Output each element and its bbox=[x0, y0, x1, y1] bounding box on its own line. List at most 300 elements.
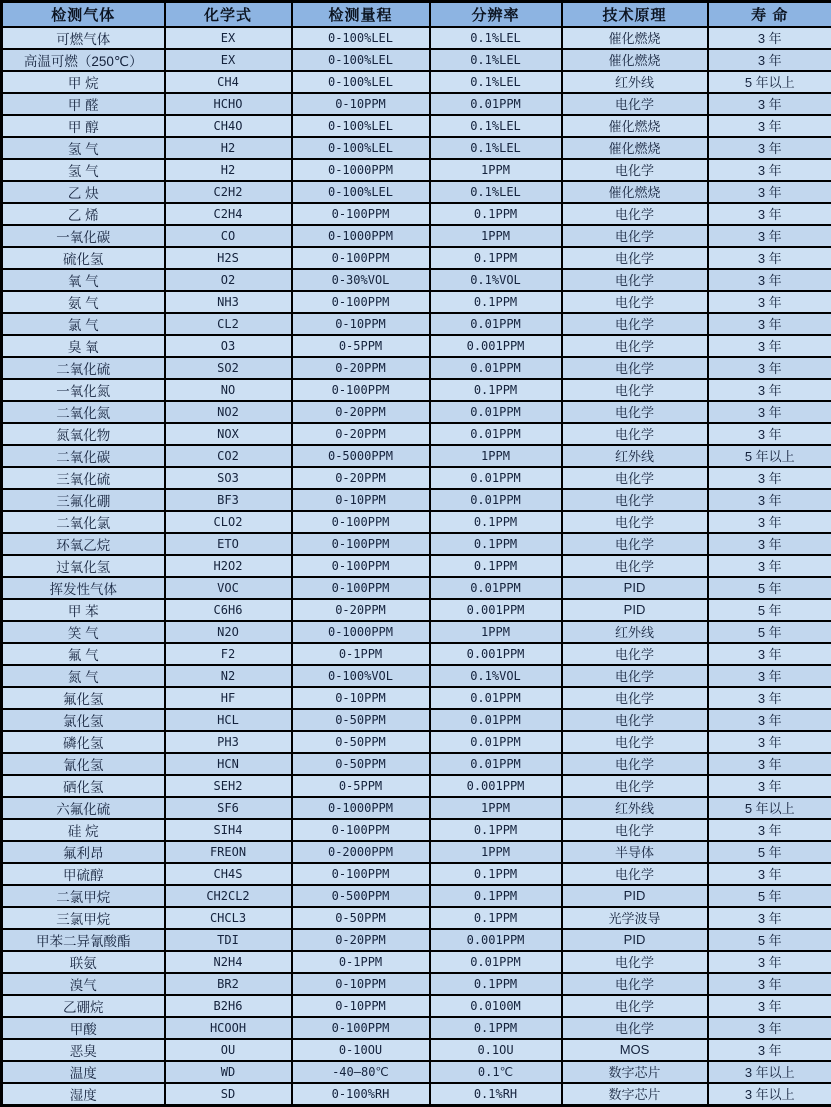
cell-resolution: 0.1%LEL bbox=[430, 115, 562, 137]
cell-formula: C6H6 bbox=[165, 599, 292, 621]
cell-formula: O3 bbox=[165, 335, 292, 357]
cell-principle: PID bbox=[562, 577, 708, 599]
cell-gas: 可燃气体 bbox=[2, 27, 165, 49]
cell-resolution: 0.001PPM bbox=[430, 775, 562, 797]
cell-life: 3 年 bbox=[708, 951, 831, 973]
table-row bbox=[2, 929, 831, 951]
cell-formula: CH4O bbox=[165, 115, 292, 137]
cell-formula: CO bbox=[165, 225, 292, 247]
cell-resolution: 0.01PPM bbox=[430, 753, 562, 775]
cell-range: 0-30%VOL bbox=[292, 269, 430, 291]
cell-resolution: 0.1%LEL bbox=[430, 27, 562, 49]
cell-principle: 电化学 bbox=[562, 863, 708, 885]
cell-formula: H2 bbox=[165, 137, 292, 159]
cell-principle: 电化学 bbox=[562, 753, 708, 775]
cell-gas: 一氧化氮 bbox=[2, 379, 165, 401]
cell-gas: 联氨 bbox=[2, 951, 165, 973]
cell-gas: 氯 气 bbox=[2, 313, 165, 335]
cell-principle: 电化学 bbox=[562, 643, 708, 665]
cell-principle: 催化燃烧 bbox=[562, 137, 708, 159]
cell-formula: H2 bbox=[165, 159, 292, 181]
cell-formula: CO2 bbox=[165, 445, 292, 467]
cell-formula: N2H4 bbox=[165, 951, 292, 973]
cell-gas: 硒化氢 bbox=[2, 775, 165, 797]
cell-life: 3 年 bbox=[708, 819, 831, 841]
cell-resolution: 1PPM bbox=[430, 841, 562, 863]
cell-range: 0-100%LEL bbox=[292, 137, 430, 159]
cell-range: 0-100PPM bbox=[292, 1017, 430, 1039]
cell-resolution: 1PPM bbox=[430, 159, 562, 181]
cell-principle: 电化学 bbox=[562, 489, 708, 511]
cell-formula: SO2 bbox=[165, 357, 292, 379]
cell-formula: HCOOH bbox=[165, 1017, 292, 1039]
table-row bbox=[2, 577, 831, 599]
cell-formula: SF6 bbox=[165, 797, 292, 819]
cell-resolution: 0.1PPM bbox=[430, 1017, 562, 1039]
cell-life: 3 年 bbox=[708, 313, 831, 335]
cell-resolution: 0.1PPM bbox=[430, 819, 562, 841]
cell-range: 0-10OU bbox=[292, 1039, 430, 1061]
cell-formula: H2O2 bbox=[165, 555, 292, 577]
cell-life: 3 年 bbox=[708, 489, 831, 511]
cell-range: 0-20PPM bbox=[292, 423, 430, 445]
table-row bbox=[2, 621, 831, 643]
cell-range: 0-1000PPM bbox=[292, 225, 430, 247]
cell-formula: CH4 bbox=[165, 71, 292, 93]
cell-range: 0-5000PPM bbox=[292, 445, 430, 467]
table-row bbox=[2, 753, 831, 775]
cell-formula: CH2CL2 bbox=[165, 885, 292, 907]
table-row bbox=[2, 467, 831, 489]
cell-formula: WD bbox=[165, 1061, 292, 1083]
cell-principle: 电化学 bbox=[562, 401, 708, 423]
cell-principle: 电化学 bbox=[562, 313, 708, 335]
cell-gas: 臭 氧 bbox=[2, 335, 165, 357]
cell-resolution: 0.1℃ bbox=[430, 1061, 562, 1083]
cell-resolution: 0.1%LEL bbox=[430, 181, 562, 203]
cell-formula: FREON bbox=[165, 841, 292, 863]
cell-life: 3 年以上 bbox=[708, 1061, 831, 1083]
table-row bbox=[2, 49, 831, 71]
cell-range: 0-100PPM bbox=[292, 863, 430, 885]
cell-life: 3 年 bbox=[708, 269, 831, 291]
cell-gas: 氢 气 bbox=[2, 159, 165, 181]
column-header-range: 检测量程 bbox=[292, 2, 430, 27]
cell-principle: 半导体 bbox=[562, 841, 708, 863]
cell-principle: 电化学 bbox=[562, 533, 708, 555]
cell-principle: 数字芯片 bbox=[562, 1083, 708, 1106]
cell-gas: 乙 烯 bbox=[2, 203, 165, 225]
cell-range: 0-20PPM bbox=[292, 929, 430, 951]
cell-gas: 二氧化氮 bbox=[2, 401, 165, 423]
cell-principle: MOS bbox=[562, 1039, 708, 1061]
cell-range: 0-100PPM bbox=[292, 577, 430, 599]
cell-principle: 电化学 bbox=[562, 995, 708, 1017]
cell-life: 3 年 bbox=[708, 291, 831, 313]
cell-principle: 红外线 bbox=[562, 621, 708, 643]
cell-resolution: 0.001PPM bbox=[430, 599, 562, 621]
cell-principle: 电化学 bbox=[562, 93, 708, 115]
cell-gas: 氮 气 bbox=[2, 665, 165, 687]
cell-formula: B2H6 bbox=[165, 995, 292, 1017]
cell-formula: N2 bbox=[165, 665, 292, 687]
cell-range: 0-20PPM bbox=[292, 401, 430, 423]
cell-resolution: 0.1PPM bbox=[430, 379, 562, 401]
cell-life: 3 年 bbox=[708, 687, 831, 709]
cell-range: 0-5PPM bbox=[292, 775, 430, 797]
cell-formula: C2H2 bbox=[165, 181, 292, 203]
cell-formula: NOX bbox=[165, 423, 292, 445]
cell-life: 3 年 bbox=[708, 775, 831, 797]
cell-formula: HCN bbox=[165, 753, 292, 775]
table-row bbox=[2, 533, 831, 555]
cell-gas: 甲 烷 bbox=[2, 71, 165, 93]
cell-resolution: 0.1%VOL bbox=[430, 665, 562, 687]
cell-life: 3 年 bbox=[708, 401, 831, 423]
cell-formula: SEH2 bbox=[165, 775, 292, 797]
cell-resolution: 0.1PPM bbox=[430, 885, 562, 907]
cell-life: 3 年 bbox=[708, 995, 831, 1017]
cell-range: 0-1000PPM bbox=[292, 159, 430, 181]
cell-principle: 电化学 bbox=[562, 687, 708, 709]
cell-resolution: 0.1%VOL bbox=[430, 269, 562, 291]
cell-formula: OU bbox=[165, 1039, 292, 1061]
cell-principle: 电化学 bbox=[562, 819, 708, 841]
cell-principle: 电化学 bbox=[562, 379, 708, 401]
cell-life: 3 年 bbox=[708, 181, 831, 203]
cell-principle: PID bbox=[562, 599, 708, 621]
table-row bbox=[2, 599, 831, 621]
cell-life: 3 年 bbox=[708, 1017, 831, 1039]
cell-resolution: 0.0100M bbox=[430, 995, 562, 1017]
cell-gas: 氟 气 bbox=[2, 643, 165, 665]
cell-gas: 氢 气 bbox=[2, 137, 165, 159]
column-header-gas: 检测气体 bbox=[2, 2, 165, 27]
cell-range: 0-100%LEL bbox=[292, 49, 430, 71]
table-row bbox=[2, 973, 831, 995]
cell-gas: 二氧化氯 bbox=[2, 511, 165, 533]
cell-life: 5 年 bbox=[708, 885, 831, 907]
cell-formula: H2S bbox=[165, 247, 292, 269]
cell-gas: 甲苯二异氰酸酯 bbox=[2, 929, 165, 951]
cell-life: 3 年 bbox=[708, 731, 831, 753]
cell-principle: 电化学 bbox=[562, 423, 708, 445]
cell-range: 0-100PPM bbox=[292, 819, 430, 841]
table-row bbox=[2, 1017, 831, 1039]
table-row bbox=[2, 489, 831, 511]
cell-formula: BR2 bbox=[165, 973, 292, 995]
cell-life: 3 年 bbox=[708, 467, 831, 489]
cell-life: 3 年 bbox=[708, 137, 831, 159]
table-row bbox=[2, 445, 831, 467]
cell-gas: 氰化氢 bbox=[2, 753, 165, 775]
cell-principle: 电化学 bbox=[562, 159, 708, 181]
table-row bbox=[2, 203, 831, 225]
cell-gas: 甲 醇 bbox=[2, 115, 165, 137]
cell-resolution: 0.01PPM bbox=[430, 313, 562, 335]
cell-gas: 六氟化硫 bbox=[2, 797, 165, 819]
cell-life: 3 年 bbox=[708, 93, 831, 115]
cell-range: 0-50PPM bbox=[292, 709, 430, 731]
cell-life: 5 年以上 bbox=[708, 445, 831, 467]
cell-resolution: 0.001PPM bbox=[430, 643, 562, 665]
table-row bbox=[2, 269, 831, 291]
cell-range: 0-100PPM bbox=[292, 291, 430, 313]
cell-principle: 电化学 bbox=[562, 467, 708, 489]
table-row bbox=[2, 885, 831, 907]
cell-gas: 溴气 bbox=[2, 973, 165, 995]
cell-gas: 硫化氢 bbox=[2, 247, 165, 269]
cell-gas: 氨 气 bbox=[2, 291, 165, 313]
cell-resolution: 0.01PPM bbox=[430, 93, 562, 115]
cell-range: 0-10PPM bbox=[292, 973, 430, 995]
cell-principle: 数字芯片 bbox=[562, 1061, 708, 1083]
cell-life: 3 年 bbox=[708, 49, 831, 71]
table-row bbox=[2, 511, 831, 533]
cell-formula: TDI bbox=[165, 929, 292, 951]
table-row bbox=[2, 819, 831, 841]
table-row bbox=[2, 225, 831, 247]
cell-range: 0-100%LEL bbox=[292, 115, 430, 137]
cell-resolution: 0.01PPM bbox=[430, 731, 562, 753]
table-row bbox=[2, 709, 831, 731]
cell-resolution: 0.01PPM bbox=[430, 401, 562, 423]
table-row bbox=[2, 797, 831, 819]
cell-range: 0-100%VOL bbox=[292, 665, 430, 687]
cell-range: 0-500PPM bbox=[292, 885, 430, 907]
cell-life: 3 年 bbox=[708, 643, 831, 665]
table-row bbox=[2, 401, 831, 423]
cell-principle: 催化燃烧 bbox=[562, 27, 708, 49]
column-header-formula: 化学式 bbox=[165, 2, 292, 27]
cell-gas: 氟化氢 bbox=[2, 687, 165, 709]
cell-resolution: 0.01PPM bbox=[430, 467, 562, 489]
cell-gas: 氯化氢 bbox=[2, 709, 165, 731]
header-row bbox=[2, 2, 831, 27]
cell-range: 0-10PPM bbox=[292, 995, 430, 1017]
cell-gas: 过氧化氢 bbox=[2, 555, 165, 577]
cell-gas: 硅 烷 bbox=[2, 819, 165, 841]
cell-range: 0-100PPM bbox=[292, 511, 430, 533]
cell-life: 3 年 bbox=[708, 203, 831, 225]
cell-resolution: 0.1OU bbox=[430, 1039, 562, 1061]
cell-gas: 三氧化硫 bbox=[2, 467, 165, 489]
table-row bbox=[2, 643, 831, 665]
cell-formula: PH3 bbox=[165, 731, 292, 753]
cell-life: 3 年 bbox=[708, 555, 831, 577]
cell-range: 0-10PPM bbox=[292, 489, 430, 511]
cell-gas: 甲 苯 bbox=[2, 599, 165, 621]
cell-formula: SO3 bbox=[165, 467, 292, 489]
cell-range: 0-100PPM bbox=[292, 247, 430, 269]
cell-principle: 电化学 bbox=[562, 709, 708, 731]
cell-gas: 三氯甲烷 bbox=[2, 907, 165, 929]
cell-gas: 一氧化碳 bbox=[2, 225, 165, 247]
cell-principle: 电化学 bbox=[562, 775, 708, 797]
cell-resolution: 0.1PPM bbox=[430, 511, 562, 533]
cell-resolution: 0.1PPM bbox=[430, 291, 562, 313]
cell-range: 0-50PPM bbox=[292, 753, 430, 775]
cell-life: 3 年 bbox=[708, 665, 831, 687]
table-row bbox=[2, 423, 831, 445]
cell-life: 3 年 bbox=[708, 379, 831, 401]
cell-gas: 高温可燃（250℃） bbox=[2, 49, 165, 71]
table-row bbox=[2, 137, 831, 159]
cell-formula: N2O bbox=[165, 621, 292, 643]
cell-range: 0-100%LEL bbox=[292, 181, 430, 203]
cell-range: 0-50PPM bbox=[292, 907, 430, 929]
cell-formula: NO bbox=[165, 379, 292, 401]
table-body bbox=[2, 27, 831, 1106]
cell-life: 3 年 bbox=[708, 423, 831, 445]
cell-resolution: 0.1PPM bbox=[430, 533, 562, 555]
cell-principle: 电化学 bbox=[562, 203, 708, 225]
cell-life: 3 年 bbox=[708, 159, 831, 181]
cell-gas: 环氧乙烷 bbox=[2, 533, 165, 555]
cell-range: 0-10PPM bbox=[292, 93, 430, 115]
table-row bbox=[2, 379, 831, 401]
table-header bbox=[2, 2, 831, 27]
cell-gas: 甲 醛 bbox=[2, 93, 165, 115]
cell-range: 0-1000PPM bbox=[292, 797, 430, 819]
cell-principle: PID bbox=[562, 885, 708, 907]
cell-life: 3 年 bbox=[708, 27, 831, 49]
cell-formula: SIH4 bbox=[165, 819, 292, 841]
cell-range: 0-100%RH bbox=[292, 1083, 430, 1106]
cell-range: 0-100PPM bbox=[292, 533, 430, 555]
cell-principle: 电化学 bbox=[562, 973, 708, 995]
cell-resolution: 0.01PPM bbox=[430, 489, 562, 511]
cell-principle: 光学波导 bbox=[562, 907, 708, 929]
cell-range: 0-1PPM bbox=[292, 951, 430, 973]
cell-gas: 恶臭 bbox=[2, 1039, 165, 1061]
table-row bbox=[2, 335, 831, 357]
table-row bbox=[2, 995, 831, 1017]
cell-range: 0-100PPM bbox=[292, 379, 430, 401]
table-row bbox=[2, 247, 831, 269]
cell-life: 5 年以上 bbox=[708, 71, 831, 93]
cell-resolution: 1PPM bbox=[430, 621, 562, 643]
cell-principle: 催化燃烧 bbox=[562, 115, 708, 137]
cell-gas: 二氧化碳 bbox=[2, 445, 165, 467]
cell-range: -40—80℃ bbox=[292, 1061, 430, 1083]
cell-range: 0-20PPM bbox=[292, 357, 430, 379]
cell-range: 0-100PPM bbox=[292, 203, 430, 225]
cell-resolution: 1PPM bbox=[430, 225, 562, 247]
cell-gas: 氟利昂 bbox=[2, 841, 165, 863]
cell-life: 3 年 bbox=[708, 973, 831, 995]
cell-resolution: 0.001PPM bbox=[430, 335, 562, 357]
table-row bbox=[2, 555, 831, 577]
cell-formula: C2H4 bbox=[165, 203, 292, 225]
cell-formula: VOC bbox=[165, 577, 292, 599]
table-row bbox=[2, 181, 831, 203]
cell-gas: 氧 气 bbox=[2, 269, 165, 291]
table-row bbox=[2, 159, 831, 181]
cell-resolution: 0.01PPM bbox=[430, 709, 562, 731]
cell-gas: 二氧化硫 bbox=[2, 357, 165, 379]
cell-formula: EX bbox=[165, 49, 292, 71]
cell-range: 0-10PPM bbox=[292, 687, 430, 709]
cell-resolution: 0.01PPM bbox=[430, 357, 562, 379]
table-row bbox=[2, 731, 831, 753]
cell-resolution: 0.1%LEL bbox=[430, 137, 562, 159]
cell-resolution: 0.1PPM bbox=[430, 973, 562, 995]
cell-formula: HCL bbox=[165, 709, 292, 731]
table-row bbox=[2, 27, 831, 49]
table-row bbox=[2, 687, 831, 709]
cell-gas: 氮氧化物 bbox=[2, 423, 165, 445]
table-row bbox=[2, 1083, 831, 1106]
cell-gas: 磷化氢 bbox=[2, 731, 165, 753]
cell-formula: SD bbox=[165, 1083, 292, 1106]
cell-range: 0-20PPM bbox=[292, 599, 430, 621]
cell-resolution: 0.1PPM bbox=[430, 907, 562, 929]
table-row bbox=[2, 1039, 831, 1061]
cell-principle: PID bbox=[562, 929, 708, 951]
cell-gas: 温度 bbox=[2, 1061, 165, 1083]
cell-resolution: 0.1%LEL bbox=[430, 71, 562, 93]
cell-resolution: 0.01PPM bbox=[430, 951, 562, 973]
table-row bbox=[2, 291, 831, 313]
cell-formula: EX bbox=[165, 27, 292, 49]
cell-life: 5 年 bbox=[708, 621, 831, 643]
cell-range: 0-100%LEL bbox=[292, 27, 430, 49]
table-row bbox=[2, 115, 831, 137]
cell-principle: 电化学 bbox=[562, 335, 708, 357]
cell-principle: 电化学 bbox=[562, 665, 708, 687]
cell-gas: 乙硼烷 bbox=[2, 995, 165, 1017]
cell-resolution: 0.1PPM bbox=[430, 863, 562, 885]
cell-formula: NH3 bbox=[165, 291, 292, 313]
cell-range: 0-10PPM bbox=[292, 313, 430, 335]
table-row bbox=[2, 907, 831, 929]
cell-life: 5 年 bbox=[708, 577, 831, 599]
cell-gas: 笑 气 bbox=[2, 621, 165, 643]
cell-principle: 电化学 bbox=[562, 291, 708, 313]
cell-life: 3 年 bbox=[708, 115, 831, 137]
cell-resolution: 0.1PPM bbox=[430, 247, 562, 269]
cell-principle: 红外线 bbox=[562, 71, 708, 93]
cell-range: 0-5PPM bbox=[292, 335, 430, 357]
cell-principle: 电化学 bbox=[562, 555, 708, 577]
cell-life: 3 年 bbox=[708, 335, 831, 357]
cell-principle: 红外线 bbox=[562, 445, 708, 467]
cell-life: 3 年 bbox=[708, 247, 831, 269]
cell-principle: 红外线 bbox=[562, 797, 708, 819]
cell-formula: BF3 bbox=[165, 489, 292, 511]
table-row bbox=[2, 951, 831, 973]
cell-principle: 电化学 bbox=[562, 269, 708, 291]
cell-resolution: 0.01PPM bbox=[430, 577, 562, 599]
cell-formula: HCHO bbox=[165, 93, 292, 115]
cell-range: 0-100PPM bbox=[292, 555, 430, 577]
cell-resolution: 0.1%LEL bbox=[430, 49, 562, 71]
table-row bbox=[2, 357, 831, 379]
cell-life: 3 年 bbox=[708, 1039, 831, 1061]
cell-resolution: 0.001PPM bbox=[430, 929, 562, 951]
table-row bbox=[2, 775, 831, 797]
cell-gas: 三氟化硼 bbox=[2, 489, 165, 511]
column-header-life: 寿 命 bbox=[708, 2, 831, 27]
cell-resolution: 0.01PPM bbox=[430, 423, 562, 445]
cell-resolution: 0.1PPM bbox=[430, 203, 562, 225]
cell-range: 0-1PPM bbox=[292, 643, 430, 665]
table-row bbox=[2, 93, 831, 115]
cell-life: 5 年以上 bbox=[708, 797, 831, 819]
cell-gas: 二氯甲烷 bbox=[2, 885, 165, 907]
cell-formula: CHCL3 bbox=[165, 907, 292, 929]
